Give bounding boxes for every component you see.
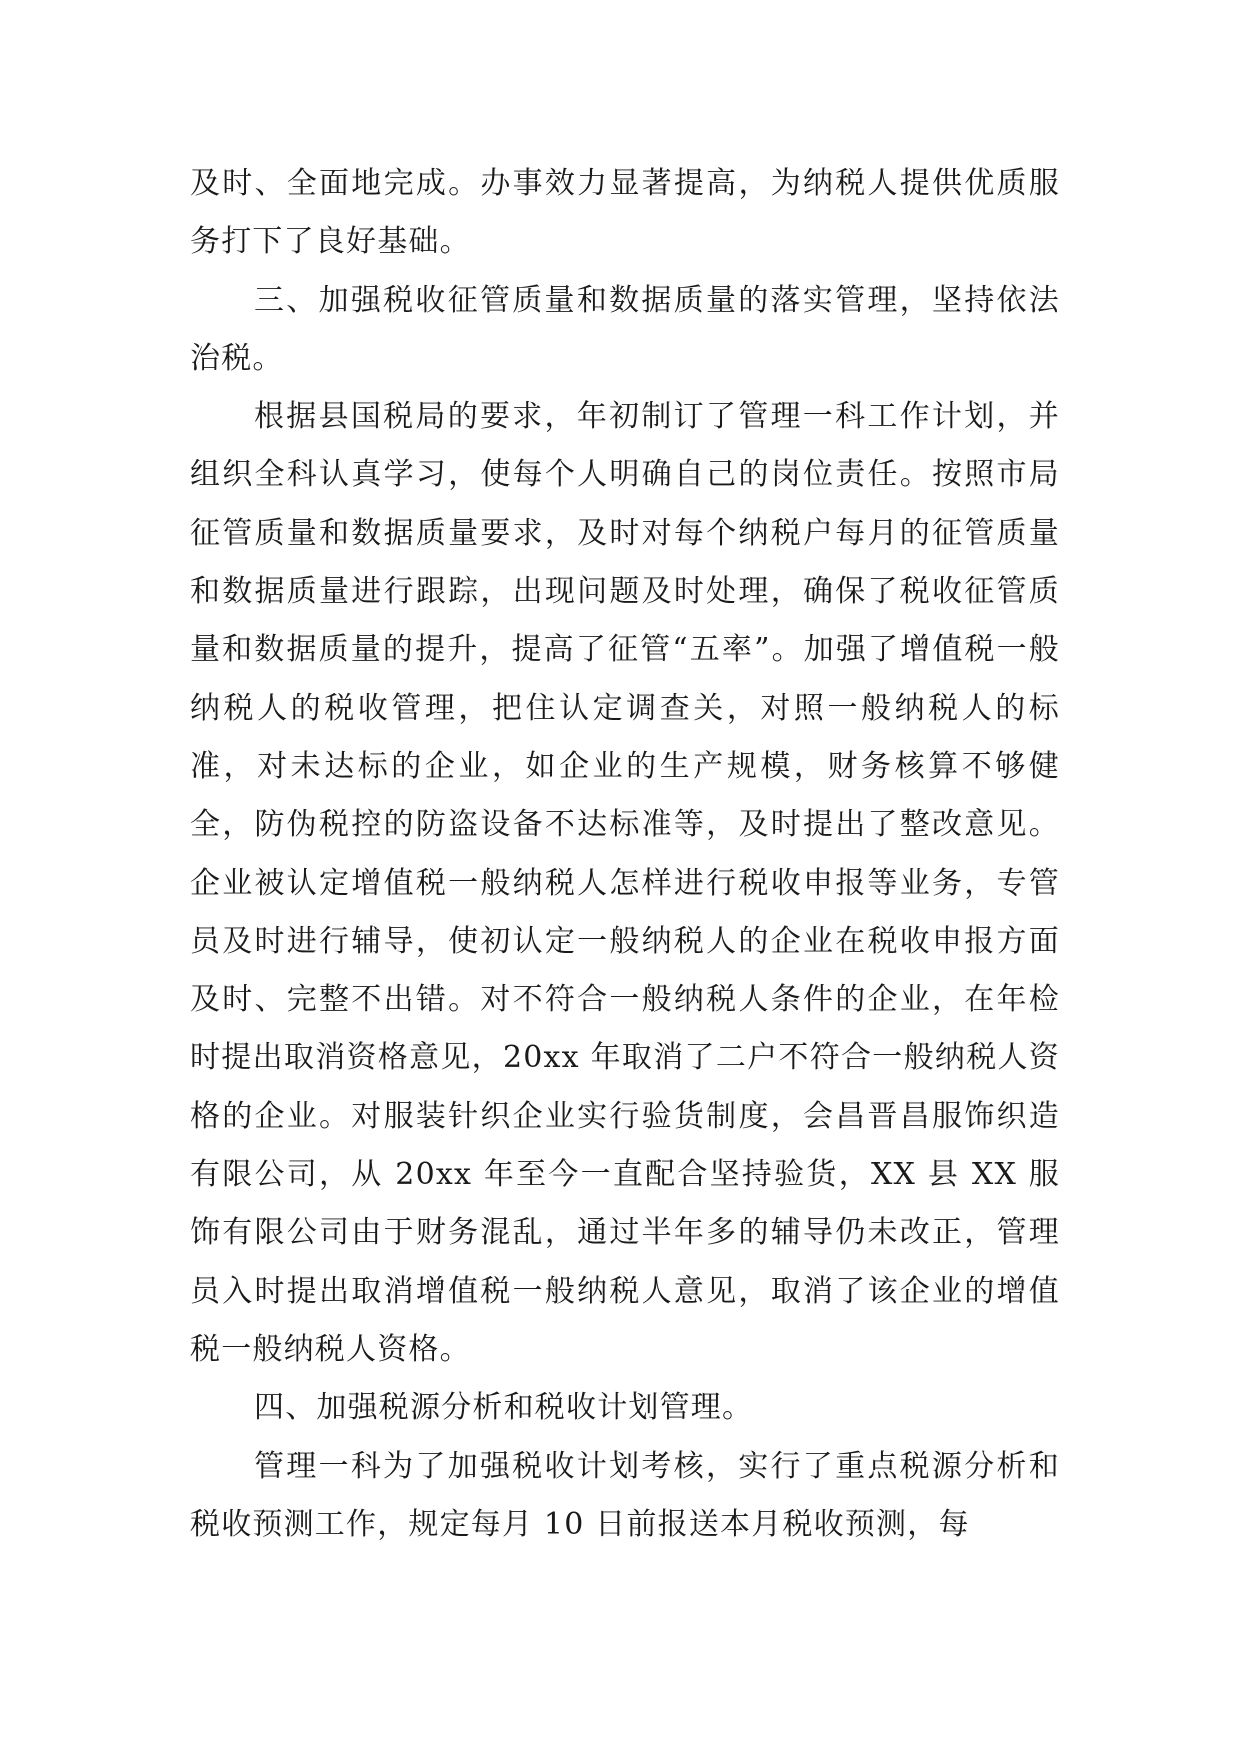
text-line: 根据县国税局的要求，年初制订了管理一科工作计划， xyxy=(254,399,1029,435)
document-body xyxy=(190,155,1060,1554)
text-line: 四、加强税源分析和税收计划管理。 xyxy=(254,1390,754,1426)
text-line: 二户不符合一般纳税人资格的企业。对服装针织企业实行验 xyxy=(190,1040,1060,1134)
text-line: 半年多的辅导仍未改正，管理员入时提出取消增值税一般纳 xyxy=(190,1215,1060,1309)
paragraph xyxy=(190,155,1060,272)
text-line: 了增值税一般纳税人的税收管理，把住认定调查关，对照一 xyxy=(190,632,1060,726)
paragraph xyxy=(190,1438,1060,1555)
text-line: 服务打下了良好基础。 xyxy=(190,166,1060,260)
text-line: 企业在税收申报方面及时、完整不出错。对不符合一般纳税 xyxy=(190,923,1060,1018)
text-line: 货制度，会昌晋昌服饰织造有限公司，从 20xx 年至今一直 xyxy=(190,1098,1060,1193)
text-line: 收征管质量和数据质量的提升，提高了征管“五率”。加强 xyxy=(190,574,1060,668)
paragraph xyxy=(190,388,1060,1379)
text-line: 配合坚持验货，XX 县 XX 服饰有限公司由于财务混乱，通过 xyxy=(190,1157,1060,1251)
text-line: 并组织全科认真学习，使每个人明确自己的岗位责任。按照 xyxy=(190,399,1060,493)
text-line: 管理一科为了加强税收计划考核，实行了重点税源分析 xyxy=(254,1448,1029,1484)
text-line: 申报等业务，专管员及时进行辅导，使初认定一般纳税人的 xyxy=(190,865,1060,959)
text-line: 市局征管质量和数据质量要求，及时对每个纳税户每月的征 xyxy=(190,457,1061,551)
text-line: 般纳税人的标准，对未达标的企业，如企业的生产规模，财 xyxy=(190,690,1061,784)
text-line: 三、加强税收征管质量和数据质量的落实管理，坚持依 xyxy=(254,282,1029,318)
text-line: 税人意见，取消了该企业的增值税一般纳税人资格。 xyxy=(190,1273,1060,1367)
text-line: 人条件的企业，在年检时提出取消资格意见，20xx 年取消了 xyxy=(190,982,1061,1076)
text-line: 及时、全面地完成。办事效力显著提高，为纳税人提供优质 xyxy=(190,166,1029,201)
text-line: 出了整改意见。企业被认定增值税一般纳税人怎样进行税收 xyxy=(190,807,1061,901)
text-line: 管质量和数据质量进行跟踪，出现问题及时处理，确保了税 xyxy=(190,515,1060,610)
text-line: 和税收预测工作，规定每月 10 日前报送本月税收预测，每 xyxy=(190,1448,1060,1542)
paragraph xyxy=(190,1379,1060,1437)
text-line: 法治税。 xyxy=(190,282,1060,376)
paragraph xyxy=(190,272,1060,389)
text-line: 务核算不够健全，防伪税控的防盗设备不达标准等，及时提 xyxy=(190,748,1061,843)
